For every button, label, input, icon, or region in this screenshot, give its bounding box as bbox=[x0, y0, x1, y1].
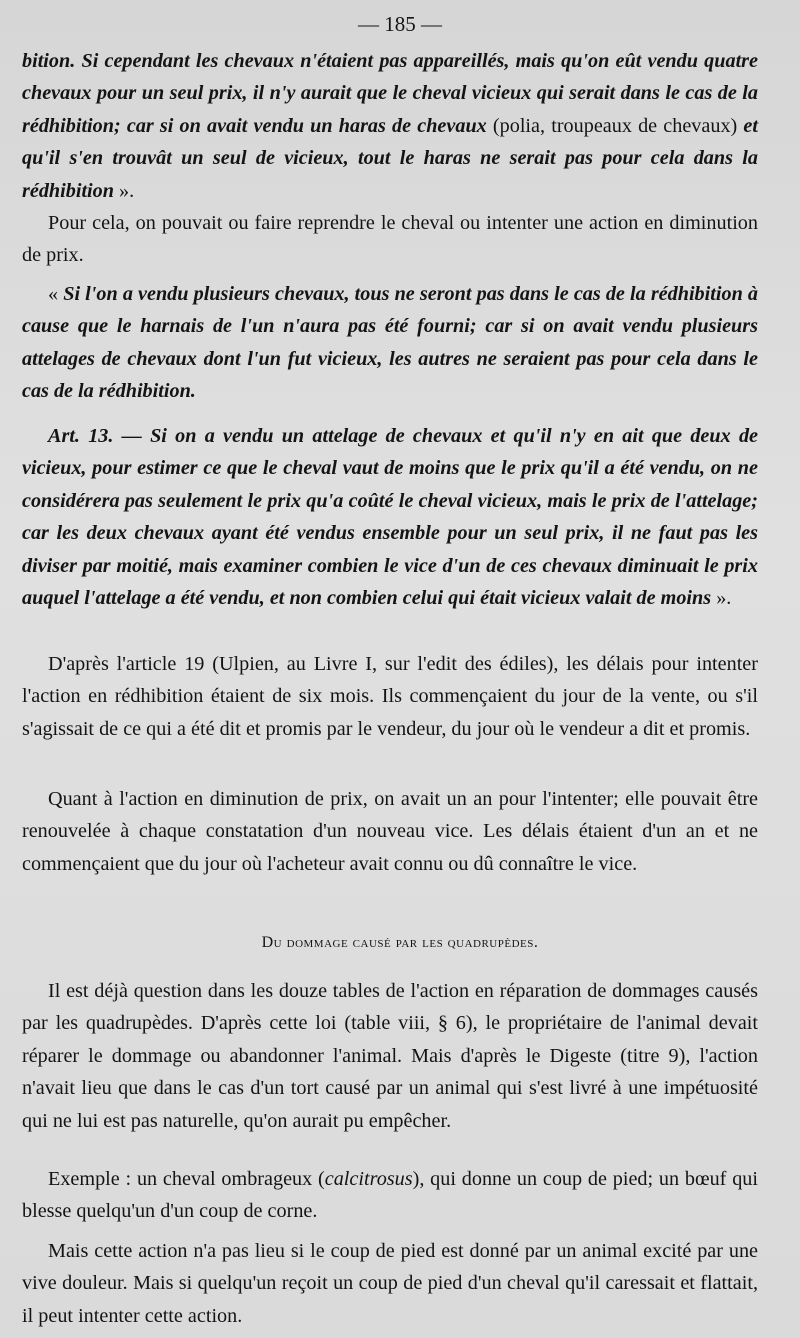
paragraph-example bbox=[22, 1163, 758, 1228]
paragraph-remedy: Pour cela, on pouvait ou faire reprendre le cheval ou intenter une action en diminution de prix. bbox=[22, 212, 758, 267]
italic-text: bition. Si cependant les chevaux n'étaient pas appareillés, mais qu'on eût vendu quatre chevaux pour un seul prix, il n'y aurait que le cheval vicieux qui serait dans le cas de la rédhibition; car si on avait vendu un haras de chevaux bbox=[22, 50, 758, 137]
section-heading: Du dommage causé par les quadrupèdes. bbox=[261, 934, 539, 951]
closing-quote: ». bbox=[711, 587, 732, 610]
paragraph-price-reduction: Quant à l'action en diminution de prix, on avait un an pour l'intenter; elle pouvait être renouvelée à chaque constatation d'un nouveau vice. Les délais étaient d'un an et ne commençaient que du jour où l'acheteur avait connu ou dû connaître le vice. bbox=[22, 788, 758, 875]
paragraph-several-horses bbox=[22, 278, 758, 408]
paragraph-twelve-tables: Il est déjà question dans les douze tables de l'action en réparation de dommages causés par les quadrupèdes. D'après cette loi (table viii, § 6), le propriétaire de l'animal devait réparer le dommage ou abandonner l'animal. Mais d'après le Digeste (titre 9), l'action n'avait lieu que dans le cas d'un tort causé par un animal qui s'est livré à une impétuosité qui ne lui est pas naturelle, qu'on aurait pu empêcher. bbox=[22, 980, 758, 1132]
italic-text: et qu'il s'en trouvât un seul de vicieux, tout le haras ne serait pas pour cela dans la rédhibition bbox=[22, 114, 758, 202]
paragraph-delays-rhedibition: D'après l'article 19 (Ulpien, au Livre I, sur l'edit des édiles), les délais pour intenter l'action en rédhibition étaient de six mois. Ils commençaient du jour de la vente, ou s'il s'agissait de ce qui a été dit et promis par le vendeur, du jour où le vendeur a dit et promis. bbox=[22, 653, 758, 740]
italic-text: Si l'on a vendu plusieurs chevaux, tous ne seront pas dans le cas de la rédhibition à cause que le harnais de l'un n'aura pas été fourni; car si on avait vendu plusieurs attelages de chevaux dont l'un fut vicieux, les autres ne seraient pas pour cela dans le cas de la rédhibition. bbox=[22, 283, 759, 403]
roman-text: (polia, troupeaux de chevaux) bbox=[486, 114, 744, 137]
paragraph-exception: Mais cette action n'a pas lieu si le coup de pied est donné par un animal excité par une vive douleur. Mais si quelqu'un reçoit un coup de pied d'un cheval qu'il caressait et flattait, il peut intenter cette action. bbox=[22, 1240, 758, 1327]
italic-text: Art. 13. — Si on a vendu un attelage de chevaux et qu'il n'y en ait que deux de vicieux, pour estimer ce que le cheval vaut de moins que le prix qu'il a été vendu, on ne considérera pas seulement le prix qu'a coûté le cheval vicieux, mais le prix de l'attelage; car les deux chevaux ayant été vendus ensemble pour un seul prix, il ne faut pas les diviser par moitié, mais examiner combien le vice d'un de ces chevaux diminuait le prix auquel l'attelage a été vendu, et non combien celui qui était vicieux valait de moins bbox=[22, 425, 758, 610]
page-number: — 185 — bbox=[358, 12, 442, 36]
closing-quote: ». bbox=[114, 179, 135, 202]
paragraph-horse-sale-continuation bbox=[22, 45, 758, 207]
body-text: Exemple : un cheval ombrageux ( bbox=[48, 1168, 325, 1190]
italic-term: calcitrosus bbox=[324, 1168, 413, 1190]
opening-quote: « bbox=[48, 283, 64, 305]
paragraph-article-13 bbox=[22, 420, 758, 614]
body-text: ), qui donne un coup de pied; un bœuf qui blesse quelqu'un d'un coup de corne. bbox=[22, 1168, 758, 1223]
